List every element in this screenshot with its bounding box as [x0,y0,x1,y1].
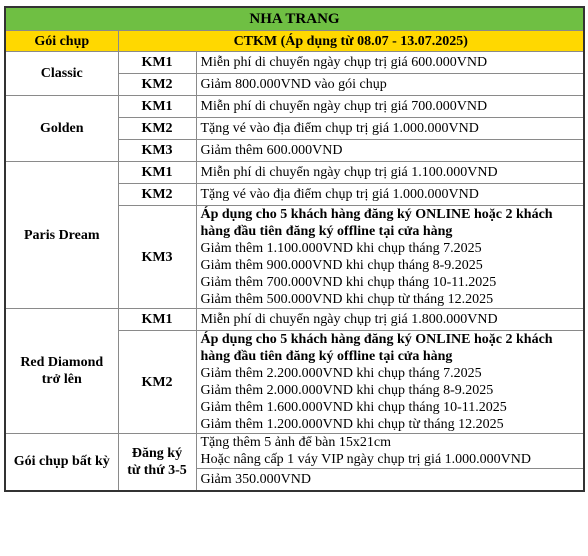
red-km2-line: Giảm thêm 2.000.000VND khi chụp tháng 8-9.2025 [200,383,494,398]
paris-km3-line: Giảm thêm 900.000VND khi chụp tháng 8-9.2025 [200,258,483,273]
header-package: Gói chụp [5,31,118,52]
promo-table-sheet [4,6,583,552]
red-diamond-name-line1: Red Diamond [20,355,104,370]
red-km2-line: Giảm thêm 1.600.000VND khi chụp tháng 10-11.2025 [200,400,507,415]
golden-km2-text: Tặng vé vào địa điểm chụp trị giá 1.000.000VND [196,118,584,140]
golden-km1-label: KM1 [118,96,196,118]
package-paris-dream: Paris Dream [5,162,118,309]
golden-km3-text: Giảm thêm 600.000VND [196,140,584,162]
paris-km3-line: Giảm thêm 700.000VND khi chụp tháng 10-11.2025 [200,275,497,290]
header-promo: CTKM (Áp dụng từ 08.07 - 13.07.2025) [118,31,584,52]
package-classic: Classic [5,52,118,96]
paris-km2-text: Tặng vé vào địa điểm chụp trị giá 1.000.000VND [196,184,584,206]
red-km2-intro: Áp dụng cho 5 khách hàng đăng ký ONLINE hoặc 2 khách hàng đầu tiên đăng ký offline tại cửa hàng [200,332,553,364]
red-km2-label: KM2 [118,331,196,434]
classic-km2-label: KM2 [118,74,196,96]
golden-km2-label: KM2 [118,118,196,140]
paris-km1-label: KM1 [118,162,196,184]
paris-km3-line: Giảm thêm 500.000VND khi chụp từ tháng 12.2025 [200,292,494,307]
any-offer-line2: Hoặc nâng cấp 1 váy VIP ngày chụp trị giá 1.000.000VND [200,452,531,467]
golden-km1-text: Miễn phí di chuyển ngày chụp trị giá 700.000VND [196,96,584,118]
paris-km3-line: Giảm thêm 1.100.000VND khi chụp tháng 7.2025 [200,241,482,256]
classic-km1-label: KM1 [118,52,196,74]
any-offer-line1: Tặng thêm 5 ảnh để bàn 15x21cm [200,435,392,450]
any-label-line2: từ thứ 3-5 [127,462,187,478]
any-offer-line3: Giảm 350.000VND [196,469,584,491]
promo-table [4,6,585,492]
paris-km3-label: KM3 [118,206,196,309]
red-diamond-name-line2: trở lên [41,372,82,387]
paris-km1-text: Miễn phí di chuyển ngày chụp trị giá 1.100.000VND [196,162,584,184]
any-label [118,434,196,491]
classic-km1-text: Miễn phí di chuyển ngày chụp trị giá 600.000VND [196,52,584,74]
package-red-diamond [5,309,118,434]
red-km1-text: Miễn phí di chuyển ngày chụp trị giá 1.800.000VND [196,309,584,331]
red-km2-cell [196,331,584,434]
red-km2-line: Giảm thêm 1.200.000VND khi chụp từ tháng 12.2025 [200,417,504,432]
classic-km2-text: Giảm 800.000VND vào gói chụp [196,74,584,96]
red-km1-label: KM1 [118,309,196,331]
package-any: Gói chụp bất kỳ [5,434,118,491]
any-offer-cell [196,434,584,469]
paris-km3-intro: Áp dụng cho 5 khách hàng đăng ký ONLINE hoặc 2 khách hàng đầu tiên đăng ký offline tại cửa hàng [200,207,553,239]
red-km2-line: Giảm thêm 2.200.000VND khi chụp tháng 7.2025 [200,366,482,381]
paris-km3-cell [196,206,584,309]
golden-km3-label: KM3 [118,140,196,162]
paris-km2-label: KM2 [118,184,196,206]
table-title: NHA TRANG [5,7,584,31]
package-golden: Golden [5,96,118,162]
any-label-line1: Đăng ký [131,445,183,461]
